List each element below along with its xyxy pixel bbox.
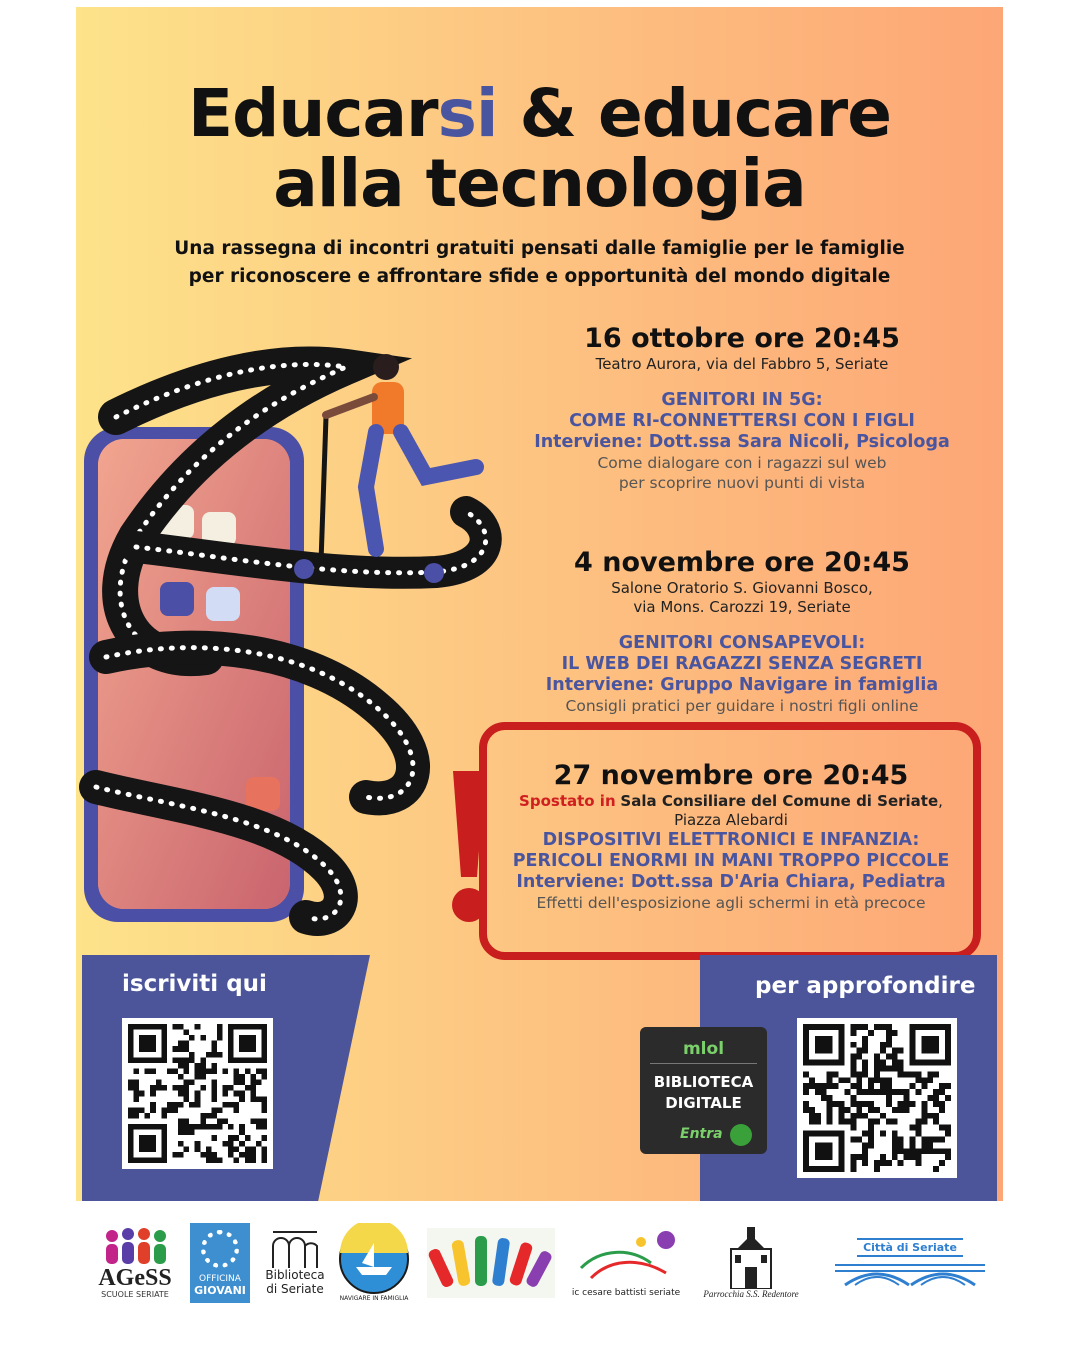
- hands-logo: [426, 1215, 556, 1310]
- battisti-label: ic cesare battisti seriate: [571, 1287, 681, 1298]
- mlol-digital-library-badge[interactable]: [640, 1027, 767, 1154]
- event-2-title-1: GENITORI CONSAPEVOLI:: [618, 633, 866, 653]
- page-title: [76, 75, 1003, 222]
- event-1-date: 16 ottobre ore 20:45: [584, 323, 900, 354]
- event-2-date: 4 novembre ore 20:45: [574, 547, 910, 578]
- event-1-desc-2: per scoprire nuovi punti di vista: [618, 474, 866, 492]
- event-3-place-2: Piazza Alebardi: [674, 811, 788, 829]
- subtitle-line1: Una rassegna di incontri gratuiti pensati dalle famiglie per le famiglie: [174, 238, 905, 259]
- subtitle-line2: per riconoscere e affrontare sfide e opportunità del mondo digitale: [188, 266, 891, 287]
- event-3-moved-place: Sala Consiliare del Comune di Seriate: [620, 792, 939, 810]
- parrocchia-label: Parrocchia S.S. Redentore: [703, 1288, 799, 1299]
- agess-people-icon: [100, 1226, 170, 1266]
- event-3-desc-1: Effetti dell'esposizione agli schermi in età precoce: [536, 894, 926, 912]
- event-1-desc-1: Come dialogare con i ragazzi sul web: [597, 454, 887, 472]
- bridge-arches-icon: [835, 1257, 985, 1287]
- event-3-moved-label: Spostato in: [519, 792, 616, 810]
- mlol-entra: Entra: [680, 1126, 723, 1142]
- biblioteca-seriate-logo: [260, 1215, 330, 1310]
- event-3-title-2: PERICOLI ENORMI IN MANI TROPPO PICCOLE: [512, 851, 950, 871]
- register-qr-code[interactable]: [122, 1018, 273, 1169]
- officina-line1: OFFICINA: [199, 1273, 241, 1284]
- arches-icon: [267, 1230, 323, 1268]
- event-3-title-1: DISPOSITIVI ELETTRONICI E INFANZIA:: [542, 830, 920, 850]
- event-2-place-2: via Mons. Carozzi 19, Seriate: [633, 598, 851, 616]
- event-3: [486, 760, 976, 913]
- event-1-speaker: Interviene: Dott.ssa Sara Nicoli, Psicologa: [534, 432, 950, 452]
- citta-di-seriate-logo: [830, 1215, 990, 1310]
- title-part2: & educare: [497, 75, 891, 152]
- event-1: [512, 323, 972, 493]
- event-2-desc-1: Consigli pratici per guidare i nostri figli online: [565, 697, 919, 715]
- partner-logos: [90, 1215, 995, 1310]
- poster: [76, 7, 1003, 1201]
- parrocchia-logo: [696, 1215, 806, 1310]
- swoosh-figure-icon: [571, 1228, 681, 1288]
- event-2: [512, 547, 972, 716]
- officina-giovani-logo: [190, 1223, 250, 1303]
- event-2-title-2: IL WEB DEI RAGAZZI SENZA SEGRETI: [561, 654, 923, 674]
- biblioteca-line1: Biblioteca: [265, 1267, 325, 1282]
- officina-gear-icon: [201, 1230, 239, 1268]
- event-2-place-1: Salone Oratorio S. Giovanni Bosco,: [611, 579, 873, 597]
- ic-cesare-battisti-logo: [566, 1215, 686, 1310]
- subtitle: [96, 235, 983, 291]
- phone-tentacles-illustration: [76, 337, 506, 937]
- mlol-line2: DIGITALE: [665, 1094, 742, 1112]
- event-1-title-1: GENITORI IN 5G:: [661, 390, 823, 410]
- event-3-moved-suffix: ,: [938, 792, 943, 810]
- colored-hands-icon: [427, 1228, 555, 1298]
- more-label: per approfondire: [755, 973, 976, 999]
- navigare-in-famiglia-logo: [336, 1215, 412, 1310]
- register-label: iscriviti qui: [122, 971, 267, 997]
- title-part1: Educar: [188, 75, 438, 152]
- title-highlight: si: [437, 75, 498, 152]
- biblioteca-line2: di Seriate: [266, 1281, 324, 1296]
- agess-name: AGeSS: [98, 1265, 172, 1291]
- event-1-title-2: COME RI-CONNETTERSI CON I FIGLI: [569, 411, 915, 431]
- title-line2: alla tecnologia: [273, 145, 806, 222]
- agess-logo: [90, 1215, 180, 1310]
- mlol-logo: mlol: [682, 1039, 725, 1059]
- event-3-date: 27 novembre ore 20:45: [553, 760, 909, 791]
- more-qr-code[interactable]: [797, 1018, 957, 1178]
- officina-line2: GIOVANI: [194, 1283, 246, 1297]
- event-3-place-1: [486, 792, 976, 811]
- event-1-place: Teatro Aurora, via del Fabbro 5, Seriate: [595, 355, 889, 373]
- exclamation-icon: [447, 765, 491, 925]
- agess-sub: SCUOLE SERIATE: [101, 1290, 169, 1299]
- mlol-line1: BIBLIOTECA: [653, 1073, 754, 1091]
- event-2-speaker: Interviene: Gruppo Navigare in famiglia: [545, 675, 939, 695]
- event-3-speaker: Interviene: Dott.ssa D'Aria Chiara, Pediatra: [516, 872, 946, 892]
- boat-circle-icon: [338, 1223, 410, 1295]
- citta-label: Città di Seriate: [857, 1238, 963, 1257]
- church-icon: [721, 1227, 781, 1289]
- cursor-icon: [730, 1124, 752, 1146]
- navigare-label: NAVIGARE IN FAMIGLIA: [339, 1295, 409, 1302]
